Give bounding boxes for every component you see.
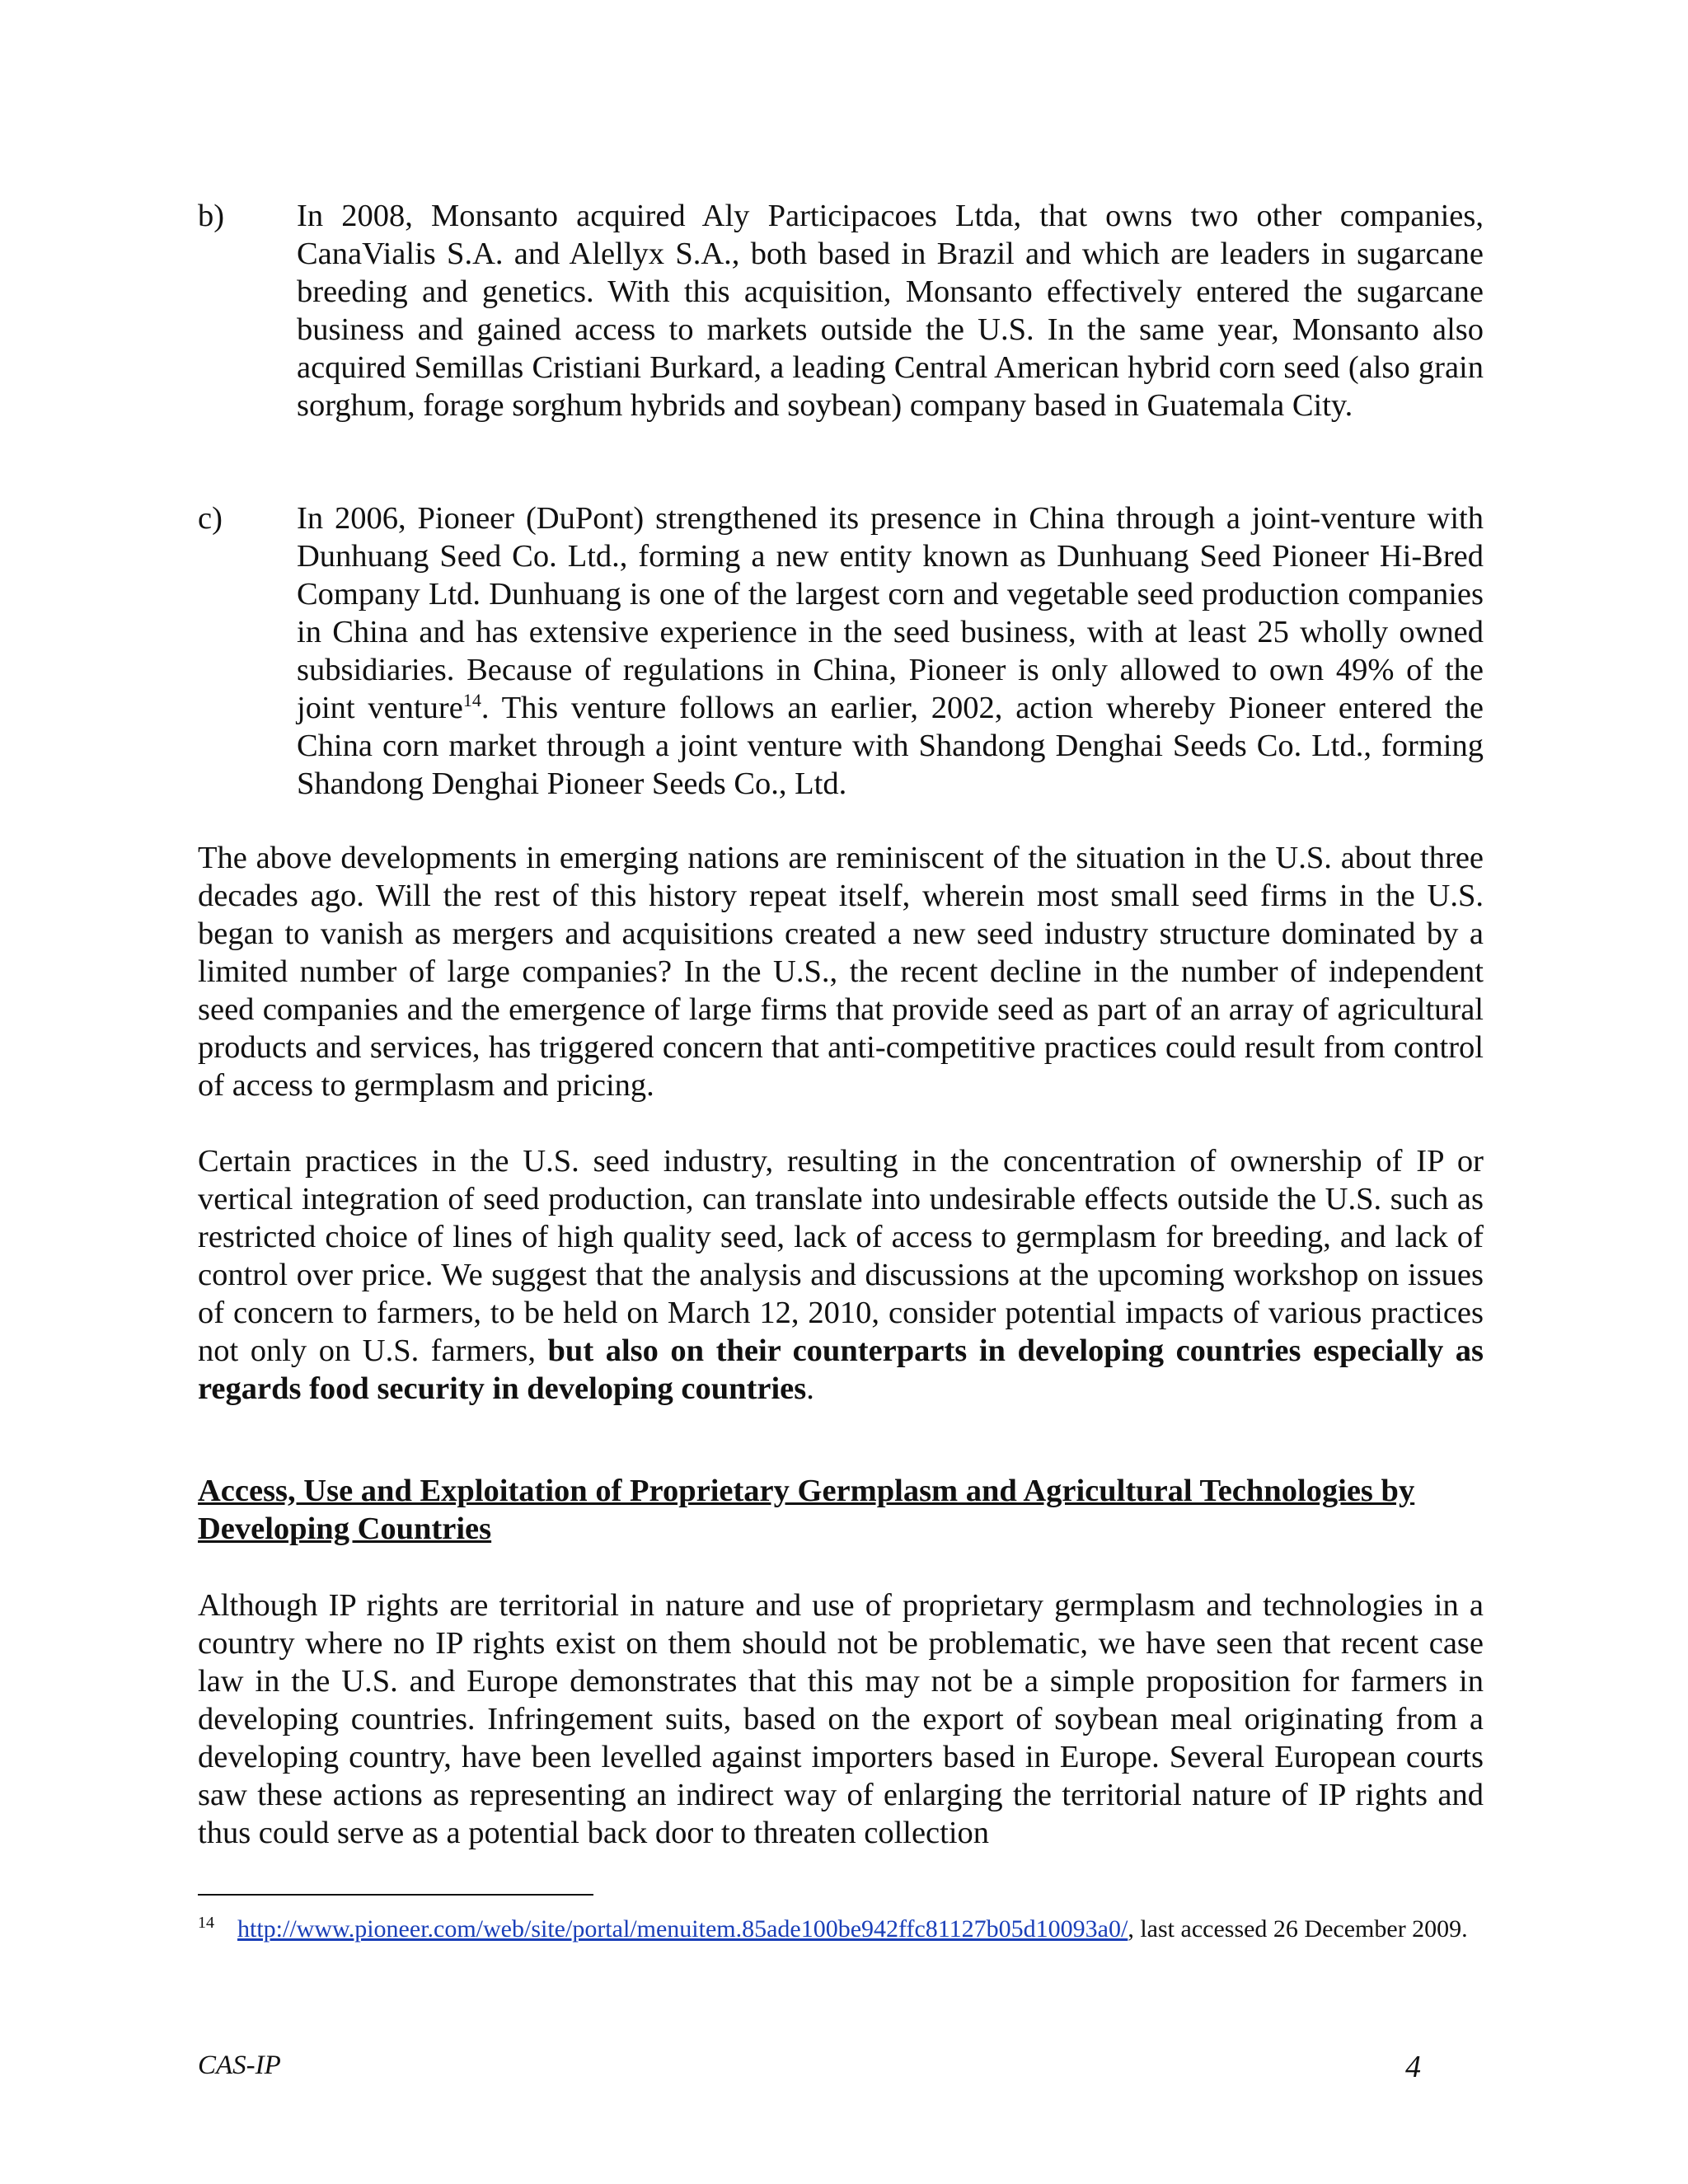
footer-organization: CAS-IP — [198, 2050, 281, 2080]
section-heading: Access, Use and Exploitation of Proprietary Germplasm and Agricultural Technologies by Developing Countries — [198, 1474, 1415, 1546]
page-number: 4 — [1405, 2050, 1421, 2084]
paragraph: The above developments in emerging nations are reminiscent of the situation in the U.S. about three decades ago. Will the rest of this history repeat itself, wherein most small seed firms in the U.S. began to vanish as mergers and acquisitions created a new seed industry structure dominated by a limited number of large companies? In the U.S., the recent decline in the number of independent seed companies and the emergence of large firms that provide seed as part of an array of agricultural products and services, has triggered concern that anti-competitive practices could result from control of access to germplasm and pricing. — [198, 841, 1484, 1103]
paragraph-end: . — [806, 1371, 814, 1406]
paragraph-text: Certain practices in the U.S. seed industry, resulting in the concentration of ownership of IP or vertical integration of seed production, can translate into undesirable effects outside the U.S. such as restricted choice of lines of high quality seed, lack of access to germplasm for breeding, and lack of control over price. We suggest that the analysis and discussions at the upcoming workshop on issues of concern to farmers, to be held on March 12, 2010, consider potential impacts of various practices not only on U.S. farmers, — [198, 1144, 1484, 1368]
paragraph-bold-text: but also on their counterparts in developing countries especially as regards food security in developing countries — [198, 1333, 1484, 1406]
paragraph: Although IP rights are territorial in nature and use of proprietary germplasm and technologies in a country where no IP rights exist on them should not be problematic, we have seen that recent case law in the U.S. and Europe demonstrates that this may not be a simple proposition for farmers in developing countries. Infringement suits, based on the export of soybean meal originating from a developing country, have been levelled against importers based in Europe. Several European courts saw these actions as representing an indirect way of enlarging the territorial nature of IP rights and thus could serve as a potential back door to threaten collection — [198, 1588, 1484, 1850]
footnote-reference: 14 — [462, 690, 481, 711]
list-item-text-part: . This venture follows an earlier, 2002, action whereby Pioneer entered the China corn market through a joint venture with Shandong Denghai Seeds Co. Ltd., forming Shandong Denghai Pioneer Seeds Co., Ltd. — [297, 691, 1484, 801]
footnote-divider — [198, 1894, 593, 1896]
footnote-text: , last accessed 26 December 2009. — [1128, 1915, 1468, 1943]
list-item-text — [297, 499, 1484, 803]
paragraph — [198, 1142, 1484, 1408]
list-label: b) — [198, 199, 225, 233]
list-label: c) — [198, 501, 223, 536]
footnote-link[interactable]: http://www.pioneer.com/web/site/portal/menuitem.85ade100be942ffc81127b05d10093a0/ — [237, 1915, 1128, 1943]
list-item-text-part: In 2006, Pioneer (DuPont) strengthened its presence in China through a joint-venture with Dunhuang Seed Co. Ltd., forming a new entity known as Dunhuang Seed Pioneer Hi-Bred Company Ltd. Dunhuang is one of the largest corn and vegetable seed production companies in China and has extensive experience in the seed business, with at least 25 wholly owned subsidiaries. Because of regulations in China, Pioneer is only allowed to own 49% of the joint venture — [297, 501, 1484, 725]
list-item-text: In 2008, Monsanto acquired Aly Participacoes Ltda, that owns two other companies, CanaVialis S.A. and Alellyx S.A., both based in Brazil and which are leaders in sugarcane breeding and genetics. With this acquisition, Monsanto effectively entered the sugarcane business and gained access to markets outside the U.S. In the same year, Monsanto also acquired Semillas Cristiani Burkard, a leading Central American hybrid corn seed (also grain sorghum, forage sorghum hybrids and soybean) company based in Guatemala City. — [297, 199, 1484, 423]
footnote — [198, 1914, 1484, 1945]
footnote-number: 14 — [198, 1914, 214, 1932]
